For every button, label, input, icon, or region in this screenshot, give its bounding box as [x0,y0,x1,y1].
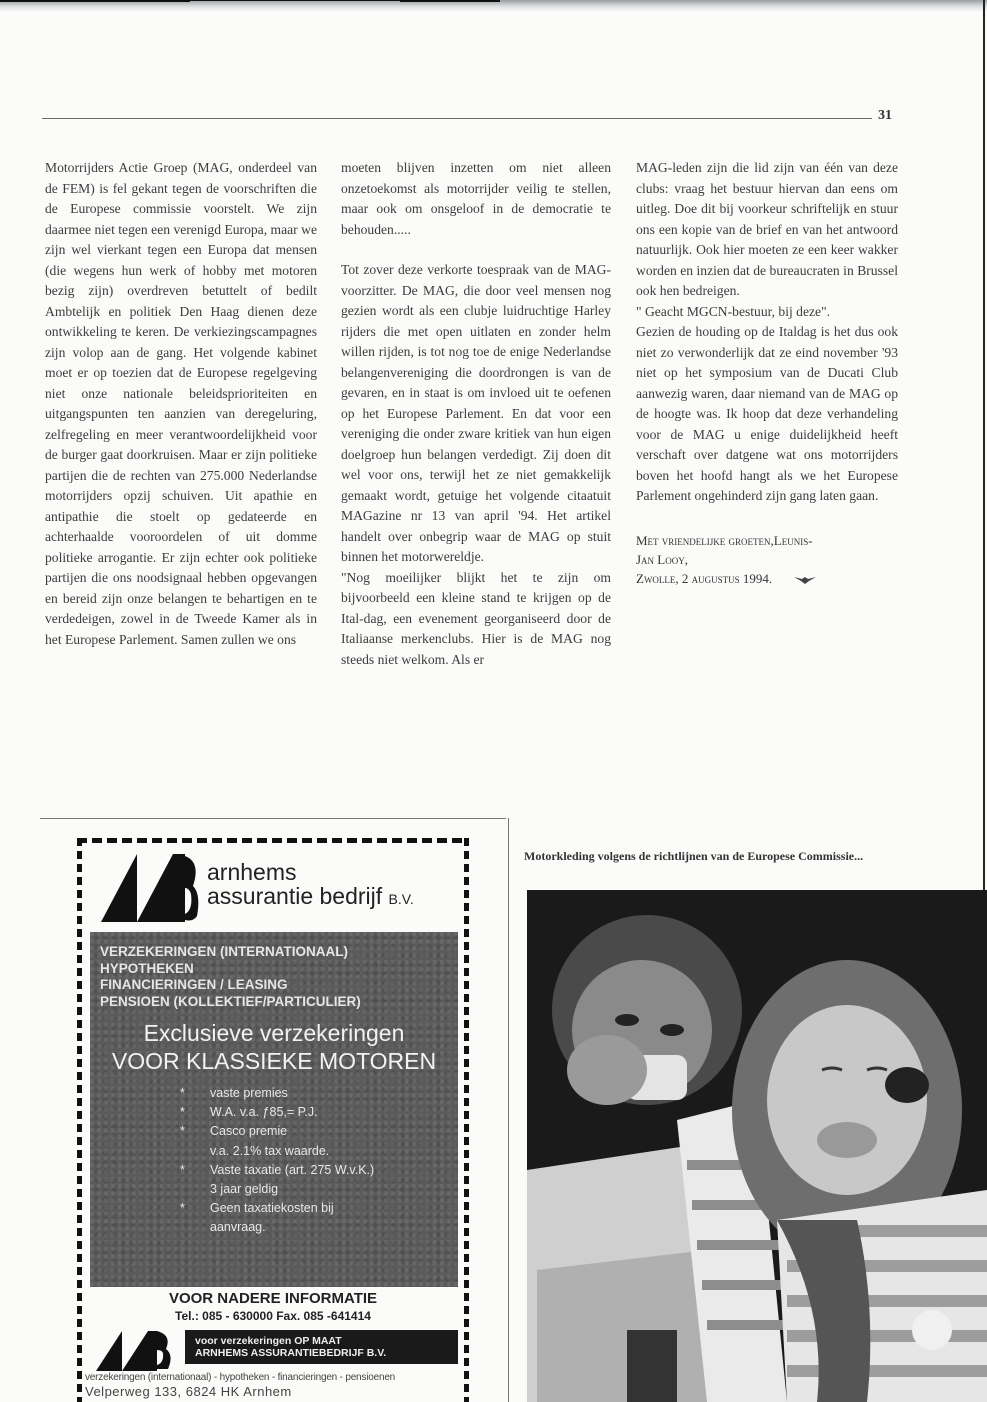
bullet-star-icon: * [180,1086,185,1100]
bullet-star-icon [180,1142,210,1161]
contact-numbers: Tel.: 085 - 630000 Fax. 085 -641414 [175,1309,371,1323]
brand-name-line1: arnhems [207,859,297,885]
bullet-item [180,1218,374,1237]
bullet-text: 3 jaar geldig [210,1182,279,1197]
ad-tagline: verzekeringen (internationaal) - hypotheken - financieringen - pensioenen [85,1372,396,1383]
scan-edge-mark [0,0,190,2]
page-number: 31 [878,108,892,123]
services-list [100,944,361,1010]
bullet-item [180,1161,374,1180]
photo-caption: Motorkleding volgens de richtlijnen van de Europese Commissie... [524,849,864,863]
signature-name: Jan Looy, [636,551,688,567]
photo-two-clowns [527,890,987,1402]
bullet-star-icon: * [180,1105,185,1120]
arnhems-logo-icon [97,854,202,922]
article-paragraph: MAG-leden zijn die lid zijn van één van deze clubs: vraag het bestuur hiervan dan eens om uitleg. Doe dit bij voorkeur schriftelijk en stuur ons een kopie van de brief en van het antwoord natuurlijk. Ook hier moeten ze een keer wakker worden en inzien dat de bureaucraten in Brussel ook hen bedreigen. [636,160,898,298]
bullet-text: aanvraag. [210,1220,266,1235]
bullet-star-icon: * [180,1124,185,1139]
article-quote: " Geacht MGCN-bestuur, bij deze". [636,303,831,319]
bullet-text: Casco premie [210,1124,288,1139]
bullet-item [180,1199,374,1218]
signature-greeting: Met vriendelijke groeten,Leunis- [636,532,813,548]
ad-footer-banner [90,1327,458,1371]
article-paragraph: Gezien de houding op de Italdag is het dus ook niet zo verwonderlijk dat ze eind november '93 niet op het symposium van de Ducati Club aanwezig waren, daar niemand van de MAG op de hoogte was. Ik hoop dat deze verhandeling voor de MAG u enige duidelijkheid heeft verschaft over datgene wat ons motorrijders boven het hoofd hangt als we het Europese Parlement ongehinderd zijn gang laten gaan. [636,324,898,503]
article-paragraph: moeten blijven inzetten om niet alleen onzetoekomst als motorrijder veilig te stellen, maar ook om onsgeloof in de democratie te behouden..... [341,160,611,237]
slogan-line2: ARNHEMS ASSURANTIEBEDRIJF B.V. [195,1347,387,1359]
bullet-star-icon: * [180,1162,185,1177]
ad-bullet-list [180,1084,374,1238]
scan-top-edge [0,0,987,11]
bullet-item [180,1103,374,1122]
article-column-1 [45,158,317,650]
bullet-text: v.a. 2.1% tax waarde. [210,1143,330,1158]
bullet-text: vaste premies [210,1086,288,1100]
arnhems-logo-small-icon [90,1327,185,1371]
bullet-star-icon [180,1218,210,1237]
info-title: VOOR NADERE INFORMATIE [168,1290,378,1307]
article-paragraph: Motorrijders Actie Groep (MAG, onderdeel van de FEM) is fel gekant tegen de voorschriften die de Europese commissie voorstelt. We zijn daarmee niet tegen een verenigd Europa, maar we zijn wel vierkant tegen een Europa dat mensen (die wegens hun werk of hobby met motoren bezig zijn) overdreven betuttelt of bedilt Ambtelijk en politiek Den Haag dienen deze ontwikkeling te keren. De verkiezingscampagnes zijn volop aan de gang. Het volgende kabinet moet er op toezien dat de Europese regelgeving niet onze nationale beleidsprioriteiten en uitgangspunten ten aanzien van deregeluring, zelfregeling en meer verantwoordelijkheid voor de burger gaat doorkruisen. Maar er zijn politieke partijen die de rechten van 275.000 Nederlandse motorrijders opzij schuiven. Uit apathie en antipathie die stoelt op gedateerde en achterhaalde vooroordelen of uit domme politieke arrogantie. Er zijn echter ook politieke partijen die ons noodsignaal hebben opgevangen en bereid zijn onze belangen te behartigen en te verdedeigen, zowel in de Tweede Kamer als in het Europese Parlement. Samen zullen we ons [45,160,317,647]
service-item: FINANCIERINGEN / LEASING [100,977,288,992]
signature-place-date [636,569,898,588]
scan-edge-mark [400,0,500,2]
header-rule [42,118,872,119]
bullet-star-icon: * [180,1201,185,1216]
scan-edge-mark [190,0,400,1]
winged-emblem-icon [794,575,816,585]
service-item: HYPOTHEKEN [100,960,194,976]
column-divider [508,818,509,1402]
bullet-text: Geen taxatiekosten bij [210,1201,334,1216]
brand-suffix: B.V. [388,891,414,907]
signature [636,531,898,588]
bullet-item [180,1122,374,1141]
article-column-2 [341,158,611,670]
bullet-item [180,1142,374,1161]
brand-name-line2 [207,884,414,911]
section-divider [40,818,506,819]
brand-name-text: assurantie bedrijf [207,883,383,909]
slogan-line1: voor verzekeringen OP MAAT [195,1335,342,1347]
service-item: VERZEKERINGEN (INTERNATIONAAL) [100,944,348,959]
ad-headline: Exclusieve verzekeringen [143,1020,405,1046]
article-paragraph: Tot zover deze verkorte toespraak van de MAG-voorzitter. De MAG, die door veel mensen nog gezien wordt als een clubje luidruchtige Harley rijders die met open uitlaten en zonder helm willen rijden, is tot nog toe de enige Nederlandse belangenvereniging die doordrongen is van de gevaren, en in staat is om invloed uit te oefenen op het Europese Parlement. En dat voor een vereniging die onder zware kritiek van hun eigen doelgroep hun belangen verdedigt. Zij doen dit wel voor ons, terwijl het ze niet gemakkelijk gemaakt wordt, getuige het volgende citaatuit MAGazine nr 13 van april '94. Het artikel handelt over onbegrip waar de MAG op stuit binnen het motorwereldje. [341,262,611,564]
bullet-item [180,1180,374,1199]
signature-date: Zwolle, 2 augustus 1994. [636,570,773,586]
service-item: PENSIOEN (KOLLEKTIEF/PARTICULIER) [100,993,361,1009]
bullet-star-icon [180,1180,210,1199]
ad-address: Velperweg 133, 6824 HK Arnhem [85,1384,292,1399]
bullet-item [180,1084,374,1103]
article-column-3 [636,158,898,588]
bullet-text: Vaste taxatie (art. 275 W.v.K.) [210,1162,375,1177]
article-quote: "Nog moeilijker blijkt het te zijn om bijvoorbeeld een kleine stand te krijgen op de Ital-dag, een evenement georganiseerd door de Italiaanse merkenclubs. Hier is de MAG nog steeds niet welkom. Als er [341,569,611,667]
ad-subheadline: VOOR KLASSIEKE MOTOREN [111,1048,437,1074]
bullet-text: W.A. v.a. ƒ85,= P.J. [210,1105,318,1120]
ad-dark-panel [90,932,458,1287]
dashed-border [77,838,469,843]
insurance-advertisement [77,838,469,1402]
